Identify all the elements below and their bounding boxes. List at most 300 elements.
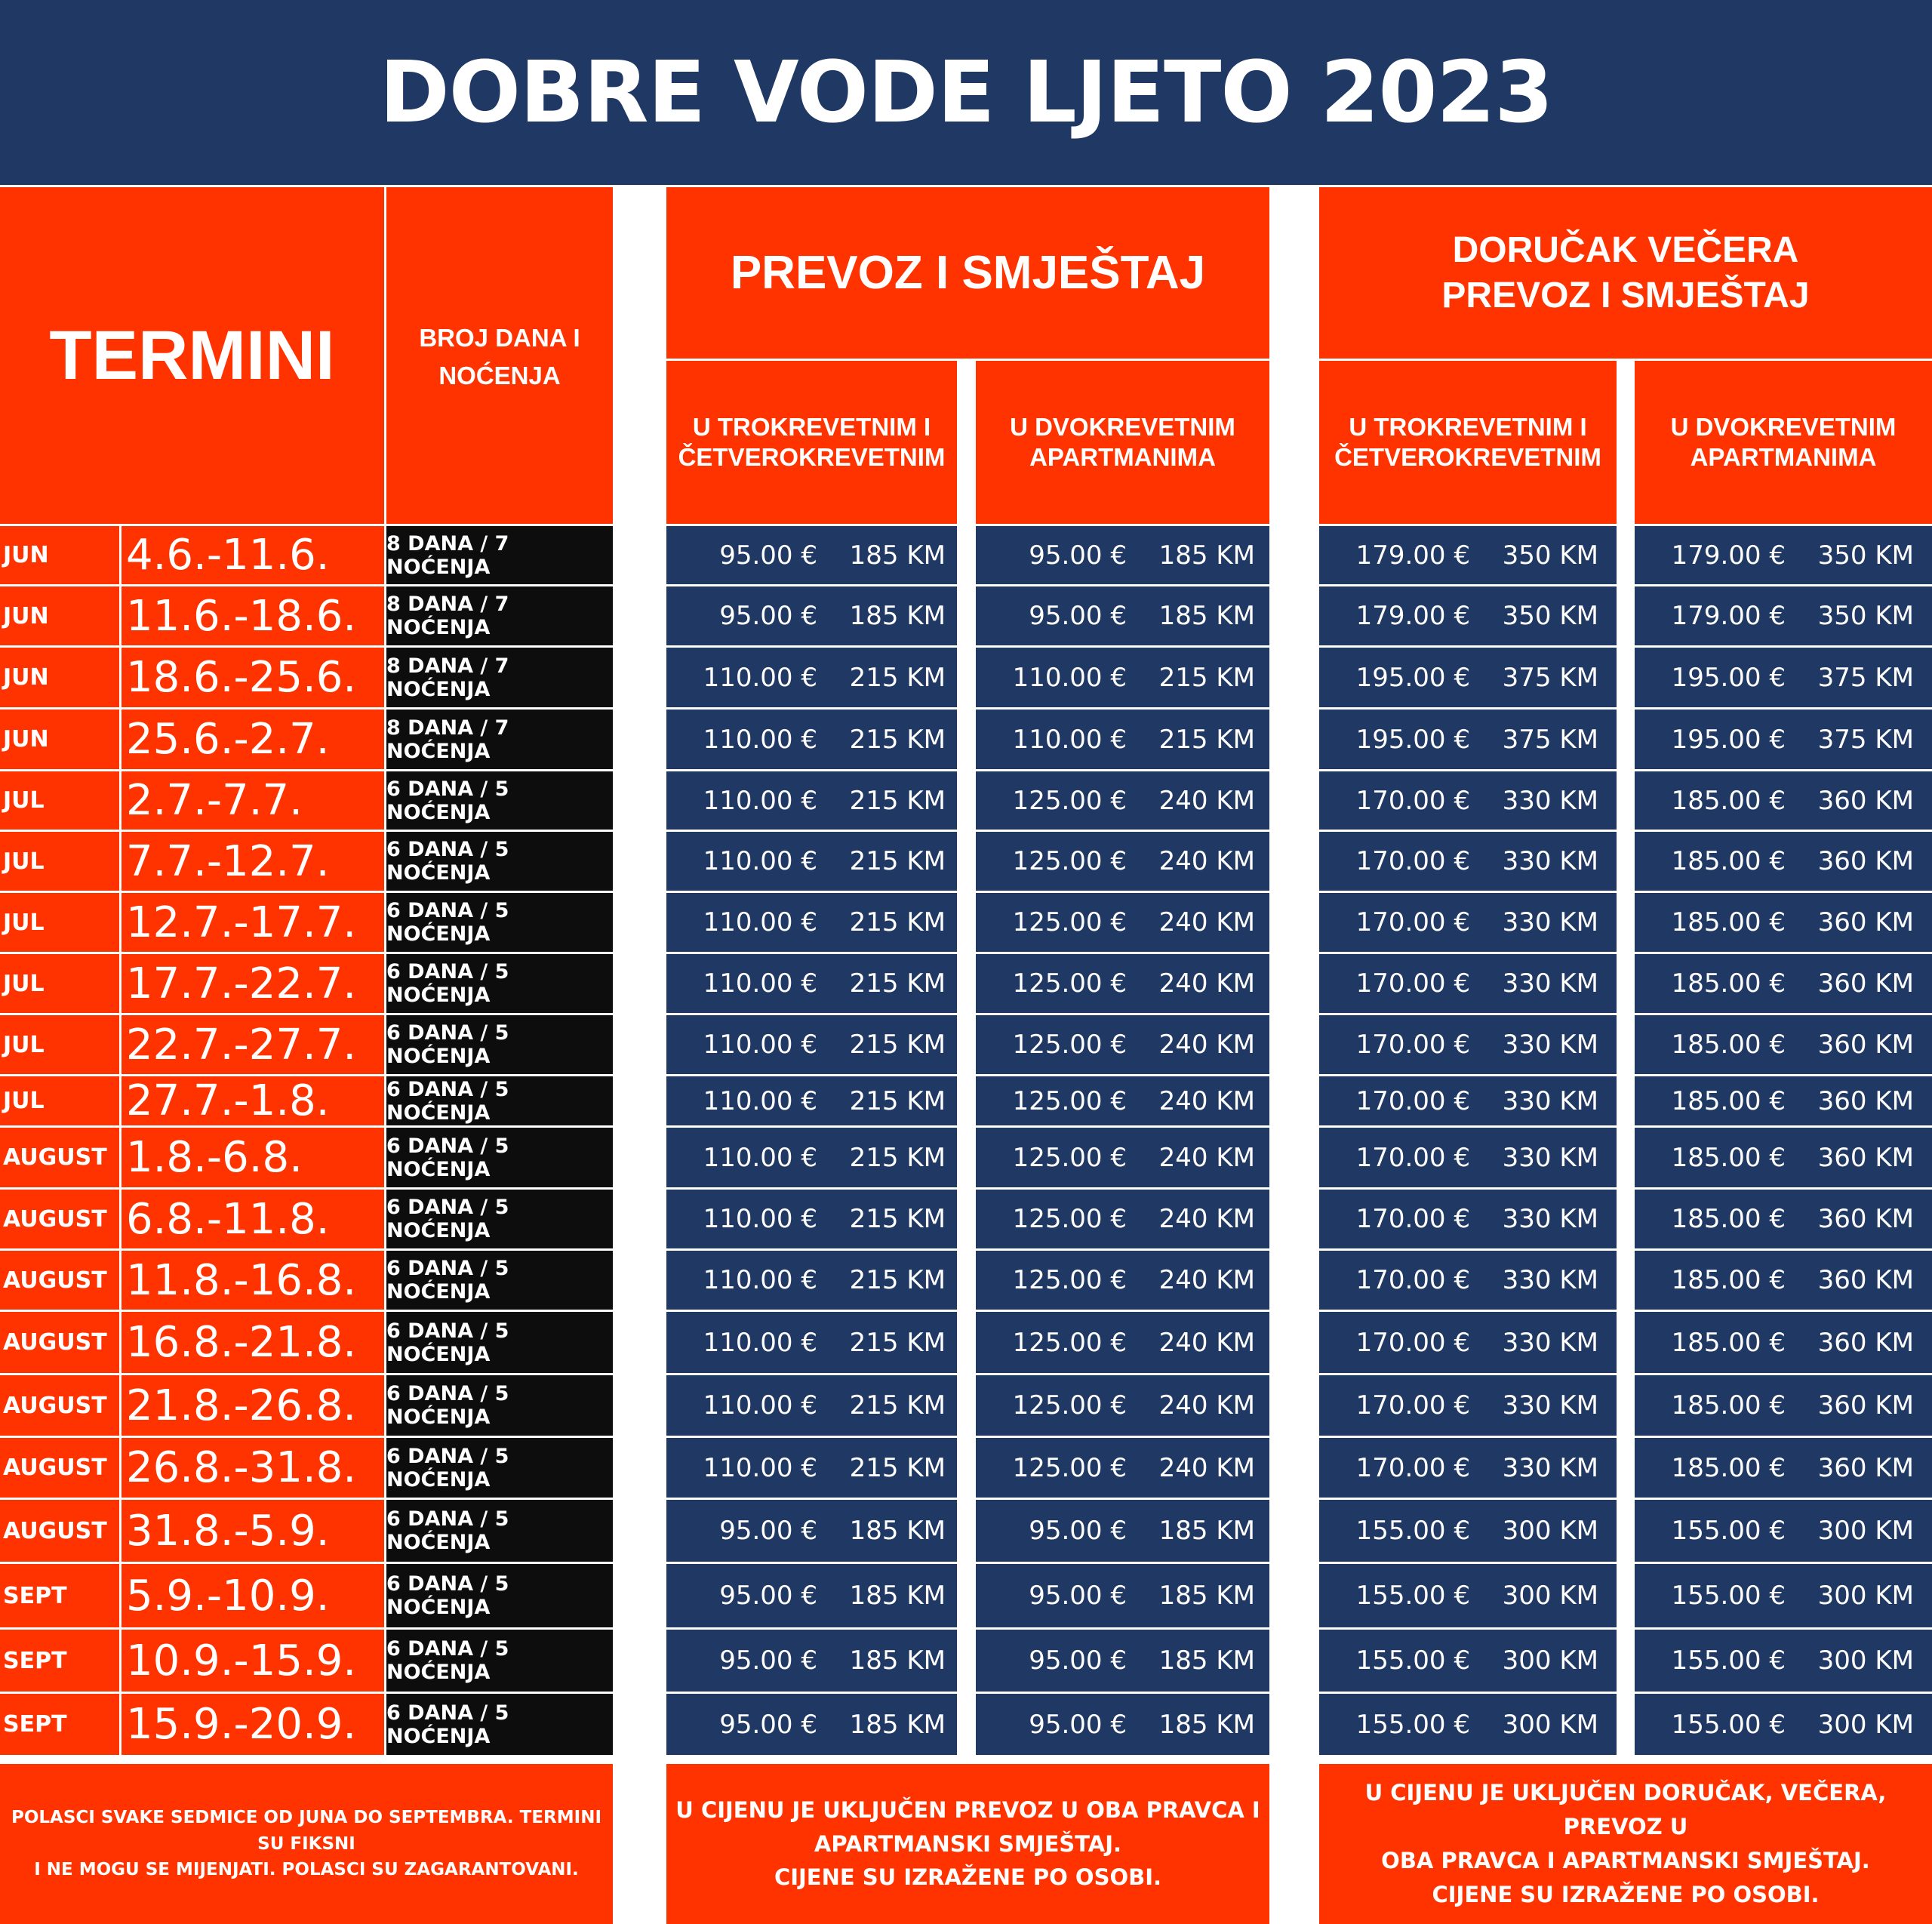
price-cell-4 xyxy=(1635,1375,1932,1436)
row-days-nights: 6 DANA / 5 NOĆENJA xyxy=(386,1630,613,1692)
price-eur: 155.00 € xyxy=(1671,1709,1786,1740)
table-row xyxy=(0,832,1932,891)
price-eur: 95.00 € xyxy=(1029,601,1127,631)
price-cell-3 xyxy=(1319,1312,1617,1373)
price-cell-4 xyxy=(1635,1564,1932,1627)
table-row xyxy=(0,1015,1932,1074)
price-eur: 110.00 € xyxy=(1012,724,1127,755)
price-km: 360 KM xyxy=(1817,968,1914,999)
row-dates: 11.6.-18.6. xyxy=(122,586,384,645)
price-km: 240 KM xyxy=(1158,1085,1255,1116)
price-eur: 110.00 € xyxy=(703,968,817,999)
price-cell-4 xyxy=(1635,1128,1932,1187)
price-cell-1 xyxy=(666,1375,957,1436)
price-km: 215 KM xyxy=(849,1142,946,1173)
row-days-nights: 6 DANA / 5 NOĆENJA xyxy=(386,771,613,830)
price-cell-4 xyxy=(1635,648,1932,707)
price-eur: 110.00 € xyxy=(703,1327,817,1358)
price-km: 240 KM xyxy=(1158,968,1255,999)
table-row xyxy=(0,893,1932,952)
broj-dana-header: BROJ DANA I NOĆENJA xyxy=(386,187,613,524)
price-cell-2 xyxy=(976,771,1269,830)
price-cell-4 xyxy=(1635,893,1932,952)
price-km: 185 KM xyxy=(1158,540,1255,571)
price-km: 185 KM xyxy=(1158,601,1255,631)
price-km: 185 KM xyxy=(849,601,946,631)
price-km: 240 KM xyxy=(1158,1327,1255,1358)
price-eur: 110.00 € xyxy=(703,1452,817,1483)
price-eur: 125.00 € xyxy=(1012,1085,1127,1116)
termini-header: TERMINI xyxy=(0,187,384,524)
price-cell-4 xyxy=(1635,1076,1932,1125)
row-month: SEPT xyxy=(0,1694,119,1755)
price-eur: 110.00 € xyxy=(703,785,817,816)
price-km: 185 KM xyxy=(1158,1645,1255,1676)
price-km: 350 KM xyxy=(1502,540,1598,571)
table-row xyxy=(0,1630,1932,1692)
price-km: 300 KM xyxy=(1502,1581,1598,1611)
price-cell-1 xyxy=(666,1076,957,1125)
price-km: 350 KM xyxy=(1817,540,1914,571)
price-cell-2 xyxy=(976,1564,1269,1627)
price-cell-1 xyxy=(666,1500,957,1562)
price-km: 300 KM xyxy=(1817,1581,1914,1611)
row-days-nights: 6 DANA / 5 NOĆENJA xyxy=(386,893,613,952)
price-eur: 185.00 € xyxy=(1671,1265,1786,1295)
price-eur: 125.00 € xyxy=(1012,1452,1127,1483)
price-cell-3 xyxy=(1319,832,1617,891)
row-days-nights: 8 DANA / 7 NOĆENJA xyxy=(386,648,613,707)
table-row xyxy=(0,771,1932,830)
price-cell-1 xyxy=(666,710,957,769)
price-cell-1 xyxy=(666,1564,957,1627)
price-eur: 170.00 € xyxy=(1355,1452,1470,1483)
group-prevoz-header: PREVOZ I SMJEŠTAJ xyxy=(666,187,1269,359)
price-km: 240 KM xyxy=(1158,1204,1255,1234)
price-cell-2 xyxy=(976,526,1269,584)
price-km: 330 KM xyxy=(1502,1390,1598,1421)
price-km: 360 KM xyxy=(1817,1265,1914,1295)
price-cell-3 xyxy=(1319,1500,1617,1562)
price-cell-3 xyxy=(1319,1564,1617,1627)
price-cell-3 xyxy=(1319,1630,1617,1692)
price-eur: 95.00 € xyxy=(719,1581,817,1611)
row-month: JUL xyxy=(0,954,119,1013)
price-cell-3 xyxy=(1319,954,1617,1013)
price-km: 300 KM xyxy=(1502,1516,1598,1546)
price-km: 330 KM xyxy=(1502,1265,1598,1295)
price-km: 240 KM xyxy=(1158,1030,1255,1060)
price-cell-1 xyxy=(666,648,957,707)
price-eur: 170.00 € xyxy=(1355,1142,1470,1173)
price-km: 360 KM xyxy=(1817,1327,1914,1358)
price-km: 215 KM xyxy=(849,1085,946,1116)
row-days-nights: 6 DANA / 5 NOĆENJA xyxy=(386,1694,613,1755)
row-dates: 25.6.-2.7. xyxy=(122,710,384,769)
price-km: 240 KM xyxy=(1158,907,1255,937)
price-eur: 110.00 € xyxy=(703,1142,817,1173)
price-cell-4 xyxy=(1635,526,1932,584)
row-dates: 16.8.-21.8. xyxy=(122,1312,384,1373)
price-eur: 110.00 € xyxy=(703,724,817,755)
price-cell-3 xyxy=(1319,1190,1617,1248)
price-eur: 125.00 € xyxy=(1012,1265,1127,1295)
price-eur: 95.00 € xyxy=(1029,1709,1127,1740)
price-eur: 125.00 € xyxy=(1012,1204,1127,1234)
row-dates: 7.7.-12.7. xyxy=(122,832,384,891)
row-month: AUGUST xyxy=(0,1438,119,1498)
price-km: 360 KM xyxy=(1817,1452,1914,1483)
price-cell-1 xyxy=(666,954,957,1013)
price-cell-1 xyxy=(666,771,957,830)
price-cell-2 xyxy=(976,586,1269,645)
row-days-nights: 6 DANA / 5 NOĆENJA xyxy=(386,1438,613,1498)
price-km: 240 KM xyxy=(1158,1452,1255,1483)
price-cell-3 xyxy=(1319,1694,1617,1755)
price-km: 360 KM xyxy=(1817,785,1914,816)
price-eur: 170.00 € xyxy=(1355,1085,1470,1116)
price-km: 300 KM xyxy=(1502,1709,1598,1740)
row-month: AUGUST xyxy=(0,1375,119,1436)
row-dates: 31.8.-5.9. xyxy=(122,1500,384,1562)
price-cell-1 xyxy=(666,1015,957,1074)
price-cell-1 xyxy=(666,1312,957,1373)
row-month: JUN xyxy=(0,526,119,584)
price-cell-1 xyxy=(666,586,957,645)
price-cell-2 xyxy=(976,1694,1269,1755)
table-row xyxy=(0,1076,1932,1125)
price-eur: 179.00 € xyxy=(1355,540,1470,571)
price-cell-1 xyxy=(666,893,957,952)
price-cell-3 xyxy=(1319,1375,1617,1436)
price-km: 330 KM xyxy=(1502,1327,1598,1358)
price-eur: 95.00 € xyxy=(719,1645,817,1676)
table-row xyxy=(0,710,1932,769)
row-dates: 22.7.-27.7. xyxy=(122,1015,384,1074)
price-eur: 125.00 € xyxy=(1012,1327,1127,1358)
price-cell-4 xyxy=(1635,1500,1932,1562)
price-cell-3 xyxy=(1319,893,1617,952)
price-km: 215 KM xyxy=(849,1030,946,1060)
price-cell-1 xyxy=(666,1694,957,1755)
price-km: 185 KM xyxy=(849,1709,946,1740)
row-dates: 6.8.-11.8. xyxy=(122,1190,384,1248)
row-dates: 26.8.-31.8. xyxy=(122,1438,384,1498)
price-km: 330 KM xyxy=(1502,1452,1598,1483)
price-cell-4 xyxy=(1635,954,1932,1013)
price-eur: 125.00 € xyxy=(1012,907,1127,937)
table-row xyxy=(0,526,1932,584)
price-cell-2 xyxy=(976,1375,1269,1436)
price-eur: 179.00 € xyxy=(1355,601,1470,631)
price-eur: 179.00 € xyxy=(1671,601,1786,631)
row-dates: 21.8.-26.8. xyxy=(122,1375,384,1436)
price-eur: 95.00 € xyxy=(719,601,817,631)
price-km: 330 KM xyxy=(1502,785,1598,816)
price-cell-2 xyxy=(976,1438,1269,1498)
price-eur: 195.00 € xyxy=(1355,662,1470,693)
row-dates: 4.6.-11.6. xyxy=(122,526,384,584)
row-month: JUL xyxy=(0,1015,119,1074)
footer-note-right: U CIJENU JE UKLJUČEN DORUČAK, VEČERA, PREVOZ U OBA PRAVCA I APARTMANSKI SMJEŠTAJ. CIJENE SU IZRAŽENE PO OSOBI. xyxy=(1319,1764,1932,1924)
price-km: 360 KM xyxy=(1817,907,1914,937)
price-km: 350 KM xyxy=(1502,601,1598,631)
row-days-nights: 6 DANA / 5 NOĆENJA xyxy=(386,1128,613,1187)
sub-header-dvo-2: U DVOKREVETNIM APARTMANIMA xyxy=(1635,361,1932,524)
price-cell-3 xyxy=(1319,1251,1617,1310)
price-cell-2 xyxy=(976,832,1269,891)
row-days-nights: 6 DANA / 5 NOĆENJA xyxy=(386,1015,613,1074)
price-eur: 185.00 € xyxy=(1671,968,1786,999)
price-cell-4 xyxy=(1635,1015,1932,1074)
price-cell-4 xyxy=(1635,710,1932,769)
row-dates: 18.6.-25.6. xyxy=(122,648,384,707)
price-eur: 110.00 € xyxy=(703,1030,817,1060)
price-eur: 95.00 € xyxy=(1029,1645,1127,1676)
price-cell-2 xyxy=(976,1128,1269,1187)
price-eur: 110.00 € xyxy=(703,846,817,876)
price-eur: 195.00 € xyxy=(1671,662,1786,693)
table-row xyxy=(0,1500,1932,1562)
price-km: 215 KM xyxy=(849,1327,946,1358)
price-cell-4 xyxy=(1635,1694,1932,1755)
price-eur: 95.00 € xyxy=(719,540,817,571)
price-eur: 155.00 € xyxy=(1671,1581,1786,1611)
price-km: 240 KM xyxy=(1158,1142,1255,1173)
table-row xyxy=(0,1251,1932,1310)
row-dates: 27.7.-1.8. xyxy=(122,1076,384,1125)
price-km: 300 KM xyxy=(1502,1645,1598,1676)
price-cell-2 xyxy=(976,893,1269,952)
price-cell-3 xyxy=(1319,1015,1617,1074)
price-eur: 95.00 € xyxy=(1029,1581,1127,1611)
price-cell-4 xyxy=(1635,1438,1932,1498)
price-km: 330 KM xyxy=(1502,907,1598,937)
price-eur: 170.00 € xyxy=(1355,1265,1470,1295)
price-cell-3 xyxy=(1319,1438,1617,1498)
price-km: 375 KM xyxy=(1817,724,1914,755)
price-eur: 179.00 € xyxy=(1671,540,1786,571)
price-cell-4 xyxy=(1635,1312,1932,1373)
row-days-nights: 6 DANA / 5 NOĆENJA xyxy=(386,1500,613,1562)
table-row xyxy=(0,1438,1932,1498)
price-cell-1 xyxy=(666,832,957,891)
row-days-nights: 6 DANA / 5 NOĆENJA xyxy=(386,954,613,1013)
price-cell-2 xyxy=(976,954,1269,1013)
price-eur: 95.00 € xyxy=(719,1516,817,1546)
price-cell-4 xyxy=(1635,832,1932,891)
price-cell-1 xyxy=(666,1128,957,1187)
table-row xyxy=(0,1564,1932,1627)
price-cell-3 xyxy=(1319,771,1617,830)
price-eur: 170.00 € xyxy=(1355,968,1470,999)
price-eur: 125.00 € xyxy=(1012,846,1127,876)
price-cell-4 xyxy=(1635,1251,1932,1310)
price-km: 240 KM xyxy=(1158,1390,1255,1421)
row-dates: 15.9.-20.9. xyxy=(122,1694,384,1755)
row-month: SEPT xyxy=(0,1564,119,1627)
price-km: 240 KM xyxy=(1158,1265,1255,1295)
price-eur: 95.00 € xyxy=(719,1709,817,1740)
price-km: 215 KM xyxy=(849,662,946,693)
row-days-nights: 6 DANA / 5 NOĆENJA xyxy=(386,1076,613,1125)
price-km: 215 KM xyxy=(1158,662,1255,693)
row-days-nights: 6 DANA / 5 NOĆENJA xyxy=(386,1375,613,1436)
price-eur: 170.00 € xyxy=(1355,1390,1470,1421)
price-km: 330 KM xyxy=(1502,1142,1598,1173)
price-eur: 185.00 € xyxy=(1671,1452,1786,1483)
price-eur: 195.00 € xyxy=(1671,724,1786,755)
price-km: 360 KM xyxy=(1817,846,1914,876)
price-cell-1 xyxy=(666,1630,957,1692)
price-eur: 185.00 € xyxy=(1671,1327,1786,1358)
row-month: AUGUST xyxy=(0,1500,119,1562)
row-days-nights: 6 DANA / 5 NOĆENJA xyxy=(386,832,613,891)
price-km: 185 KM xyxy=(849,540,946,571)
price-cell-2 xyxy=(976,1076,1269,1125)
price-cell-2 xyxy=(976,1630,1269,1692)
price-eur: 95.00 € xyxy=(1029,540,1127,571)
table-row xyxy=(0,1375,1932,1436)
price-km: 300 KM xyxy=(1817,1516,1914,1546)
row-dates: 17.7.-22.7. xyxy=(122,954,384,1013)
row-dates: 12.7.-17.7. xyxy=(122,893,384,952)
price-eur: 185.00 € xyxy=(1671,1142,1786,1173)
price-eur: 125.00 € xyxy=(1012,968,1127,999)
price-eur: 125.00 € xyxy=(1012,1390,1127,1421)
price-eur: 195.00 € xyxy=(1355,724,1470,755)
price-cell-2 xyxy=(976,648,1269,707)
price-cell-1 xyxy=(666,526,957,584)
sub-header-tro-2: U TROKREVETNIM I ČETVEROKREVETNIM xyxy=(1319,361,1617,524)
sub-header-dvo-1: U DVOKREVETNIM APARTMANIMA xyxy=(976,361,1269,524)
price-eur: 110.00 € xyxy=(703,907,817,937)
price-eur: 110.00 € xyxy=(703,1390,817,1421)
price-km: 330 KM xyxy=(1502,1204,1598,1234)
table-row xyxy=(0,954,1932,1013)
price-km: 215 KM xyxy=(849,1265,946,1295)
price-eur: 125.00 € xyxy=(1012,1030,1127,1060)
price-eur: 155.00 € xyxy=(1355,1709,1470,1740)
price-eur: 110.00 € xyxy=(703,662,817,693)
price-eur: 155.00 € xyxy=(1355,1645,1470,1676)
price-km: 215 KM xyxy=(849,724,946,755)
price-cell-2 xyxy=(976,710,1269,769)
price-eur: 185.00 € xyxy=(1671,785,1786,816)
price-km: 300 KM xyxy=(1817,1645,1914,1676)
row-month: AUGUST xyxy=(0,1312,119,1373)
price-eur: 170.00 € xyxy=(1355,1327,1470,1358)
price-cell-1 xyxy=(666,1190,957,1248)
price-km: 215 KM xyxy=(849,1452,946,1483)
price-eur: 110.00 € xyxy=(703,1265,817,1295)
row-month: JUL xyxy=(0,893,119,952)
table-row xyxy=(0,648,1932,707)
price-cell-3 xyxy=(1319,1076,1617,1125)
price-km: 360 KM xyxy=(1817,1030,1914,1060)
page-title: DOBRE VODE LJETO 2023 xyxy=(0,0,1932,185)
price-km: 360 KM xyxy=(1817,1142,1914,1173)
row-month: AUGUST xyxy=(0,1251,119,1310)
row-days-nights: 6 DANA / 5 NOĆENJA xyxy=(386,1251,613,1310)
price-cell-2 xyxy=(976,1015,1269,1074)
price-km: 185 KM xyxy=(849,1516,946,1546)
table-row xyxy=(0,1312,1932,1373)
row-days-nights: 6 DANA / 5 NOĆENJA xyxy=(386,1564,613,1627)
price-km: 360 KM xyxy=(1817,1204,1914,1234)
price-km: 215 KM xyxy=(849,785,946,816)
price-eur: 110.00 € xyxy=(703,1085,817,1116)
price-cell-1 xyxy=(666,1251,957,1310)
price-eur: 170.00 € xyxy=(1355,1030,1470,1060)
price-eur: 110.00 € xyxy=(703,1204,817,1234)
row-days-nights: 6 DANA / 5 NOĆENJA xyxy=(386,1190,613,1248)
table-row xyxy=(0,1128,1932,1187)
row-dates: 2.7.-7.7. xyxy=(122,771,384,830)
price-km: 360 KM xyxy=(1817,1085,1914,1116)
price-km: 240 KM xyxy=(1158,846,1255,876)
row-month: JUN xyxy=(0,586,119,645)
price-km: 240 KM xyxy=(1158,785,1255,816)
price-eur: 185.00 € xyxy=(1671,1204,1786,1234)
row-dates: 10.9.-15.9. xyxy=(122,1630,384,1692)
row-dates: 1.8.-6.8. xyxy=(122,1128,384,1187)
price-cell-3 xyxy=(1319,648,1617,707)
price-eur: 110.00 € xyxy=(1012,662,1127,693)
row-month: JUN xyxy=(0,648,119,707)
price-km: 330 KM xyxy=(1502,968,1598,999)
price-km: 215 KM xyxy=(849,907,946,937)
price-km: 215 KM xyxy=(849,1204,946,1234)
price-km: 375 KM xyxy=(1502,662,1598,693)
price-cell-2 xyxy=(976,1190,1269,1248)
price-eur: 185.00 € xyxy=(1671,907,1786,937)
row-dates: 11.8.-16.8. xyxy=(122,1251,384,1310)
table-row xyxy=(0,1190,1932,1248)
table-row xyxy=(0,586,1932,645)
price-cell-4 xyxy=(1635,586,1932,645)
price-km: 185 KM xyxy=(1158,1709,1255,1740)
row-month: AUGUST xyxy=(0,1190,119,1248)
footer-note-left: POLASCI SVAKE SEDMICE OD JUNA DO SEPTEMBRA. TERMINI SU FIKSNI I NE MOGU SE MIJENJATI. POLASCI SU ZAGARANTOVANI. xyxy=(0,1764,613,1924)
price-eur: 170.00 € xyxy=(1355,785,1470,816)
price-cell-2 xyxy=(976,1251,1269,1310)
row-days-nights: 8 DANA / 7 NOĆENJA xyxy=(386,526,613,584)
price-km: 185 KM xyxy=(849,1581,946,1611)
price-eur: 125.00 € xyxy=(1012,785,1127,816)
price-km: 215 KM xyxy=(849,1390,946,1421)
price-eur: 170.00 € xyxy=(1355,1204,1470,1234)
price-km: 215 KM xyxy=(849,846,946,876)
row-month: JUL xyxy=(0,832,119,891)
price-cell-2 xyxy=(976,1312,1269,1373)
price-eur: 185.00 € xyxy=(1671,846,1786,876)
price-eur: 155.00 € xyxy=(1355,1516,1470,1546)
price-eur: 170.00 € xyxy=(1355,846,1470,876)
price-eur: 155.00 € xyxy=(1671,1645,1786,1676)
price-cell-1 xyxy=(666,1438,957,1498)
price-eur: 155.00 € xyxy=(1671,1516,1786,1546)
price-eur: 185.00 € xyxy=(1671,1390,1786,1421)
price-cell-3 xyxy=(1319,526,1617,584)
row-days-nights: 8 DANA / 7 NOĆENJA xyxy=(386,586,613,645)
price-cell-3 xyxy=(1319,710,1617,769)
price-km: 375 KM xyxy=(1817,662,1914,693)
price-cell-4 xyxy=(1635,771,1932,830)
price-km: 300 KM xyxy=(1817,1709,1914,1740)
price-eur: 125.00 € xyxy=(1012,1142,1127,1173)
row-month: AUGUST xyxy=(0,1128,119,1187)
